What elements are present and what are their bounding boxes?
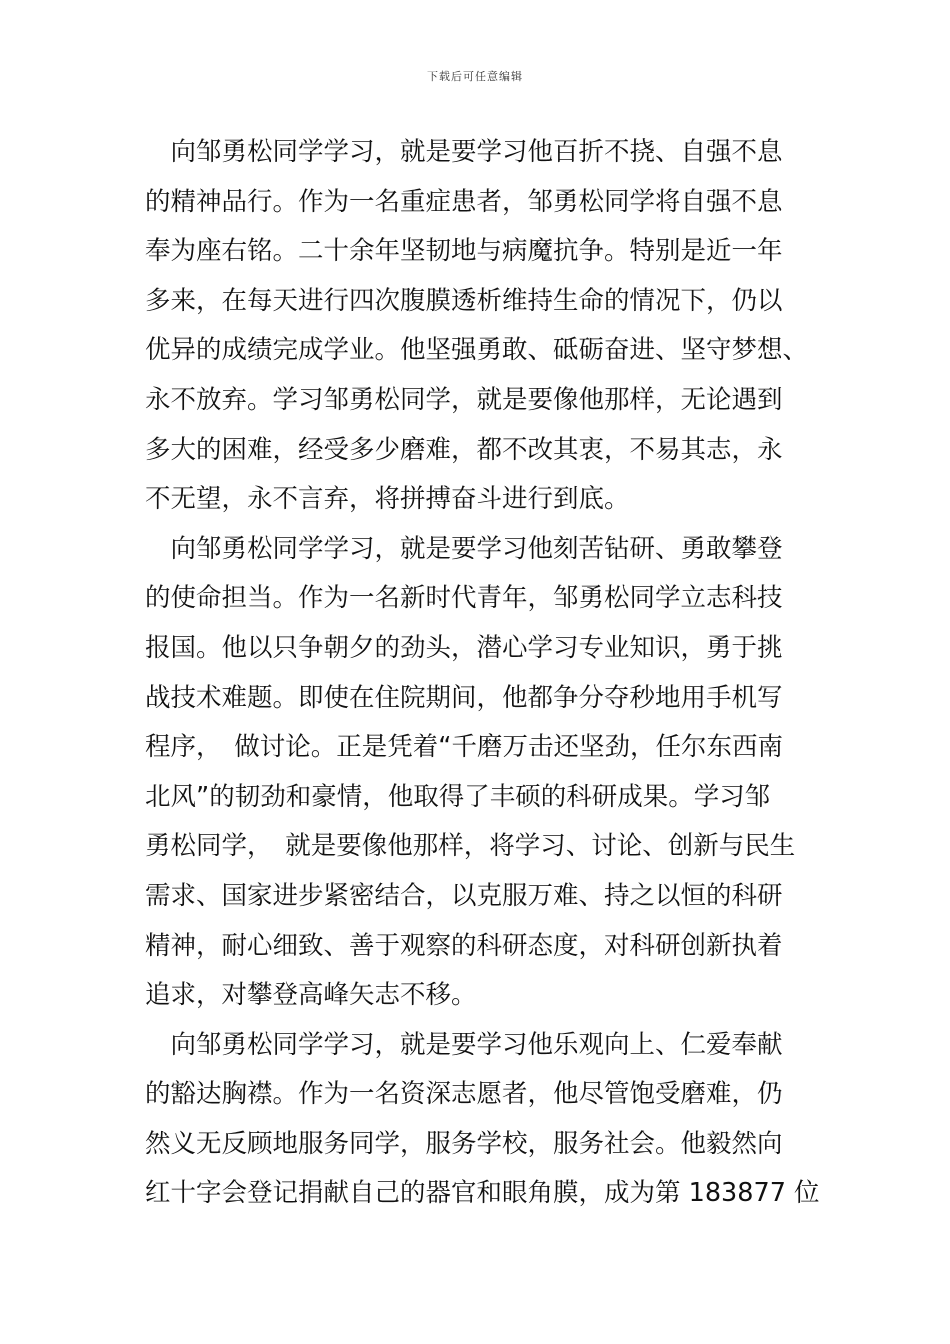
text-line: 向邹勇松同学学习，就是要学习他刻苦钻研、勇敢攀登 bbox=[145, 533, 783, 564]
text-line: 程序， 做讨论。正是凭着“千磨万击还坚劲，任尔东西南 bbox=[145, 732, 783, 763]
text-line: 向邹勇松同学学习，就是要学习他乐观向上、仁爱奉献 bbox=[145, 1029, 783, 1060]
text-line: 需求、国家进步紧密结合，以克服万难、持之以恒的科研 bbox=[145, 880, 783, 911]
text-line: 红十字会登记捐献自己的器官和眼角膜，成为第 183877 位 bbox=[145, 1178, 820, 1209]
text-line: 北风”的韧劲和豪情，他取得了丰硕的科研成果。学习邹 bbox=[145, 781, 771, 812]
text-line: 多来，在每天进行四次腹膜透析维持生命的情况下，仍以 bbox=[145, 285, 783, 316]
document-body bbox=[145, 128, 820, 1219]
text-line: 精神，耐心细致、善于观察的科研态度，对科研创新执着 bbox=[145, 930, 783, 961]
text-line: 勇松同学， 就是要像他那样，将学习、讨论、创新与民生 bbox=[145, 831, 796, 862]
text-line: 优异的成绩完成学业。他坚强勇敢、砥砺奋进、坚守梦想、 bbox=[145, 335, 809, 366]
text-line: 永不放弃。学习邹勇松同学，就是要像他那样，无论遇到 bbox=[145, 384, 783, 415]
text-line: 的豁达胸襟。作为一名资深志愿者，他尽管饱受磨难，仍 bbox=[145, 1079, 783, 1110]
text-line: 的精神品行。作为一名重症患者，邹勇松同学将自强不息 bbox=[145, 186, 783, 217]
text-line: 报国。他以只争朝夕的劲头，潜心学习专业知识，勇于挑 bbox=[145, 632, 783, 663]
page-header: 下载后可任意编辑 bbox=[427, 70, 523, 83]
text-line: 奉为座右铭。二十余年坚韧地与病魔抗争。特别是近一年 bbox=[145, 236, 783, 267]
text-line: 不无望，永不言弃，将拼搏奋斗进行到底。 bbox=[145, 484, 630, 515]
text-line: 向邹勇松同学学习，就是要学习他百折不挠、自强不息 bbox=[145, 137, 783, 167]
text-line: 然义无反顾地服务同学，服务学校，服务社会。他毅然向 bbox=[145, 1128, 783, 1159]
paragraph-2 bbox=[145, 525, 810, 1021]
text-line: 的使命担当。作为一名新时代青年，邹勇松同学立志科技 bbox=[145, 583, 783, 614]
paragraph-1 bbox=[145, 128, 810, 525]
text-line: 战技术难题。即使在住院期间，他都争分夺秒地用手机写 bbox=[145, 682, 783, 713]
text-line: 追求，对攀登高峰矢志不移。 bbox=[145, 980, 477, 1011]
paragraph-3 bbox=[145, 1021, 820, 1219]
text-line: 多大的困难，经受多少磨难，都不改其衷，不易其志，永 bbox=[145, 434, 783, 465]
